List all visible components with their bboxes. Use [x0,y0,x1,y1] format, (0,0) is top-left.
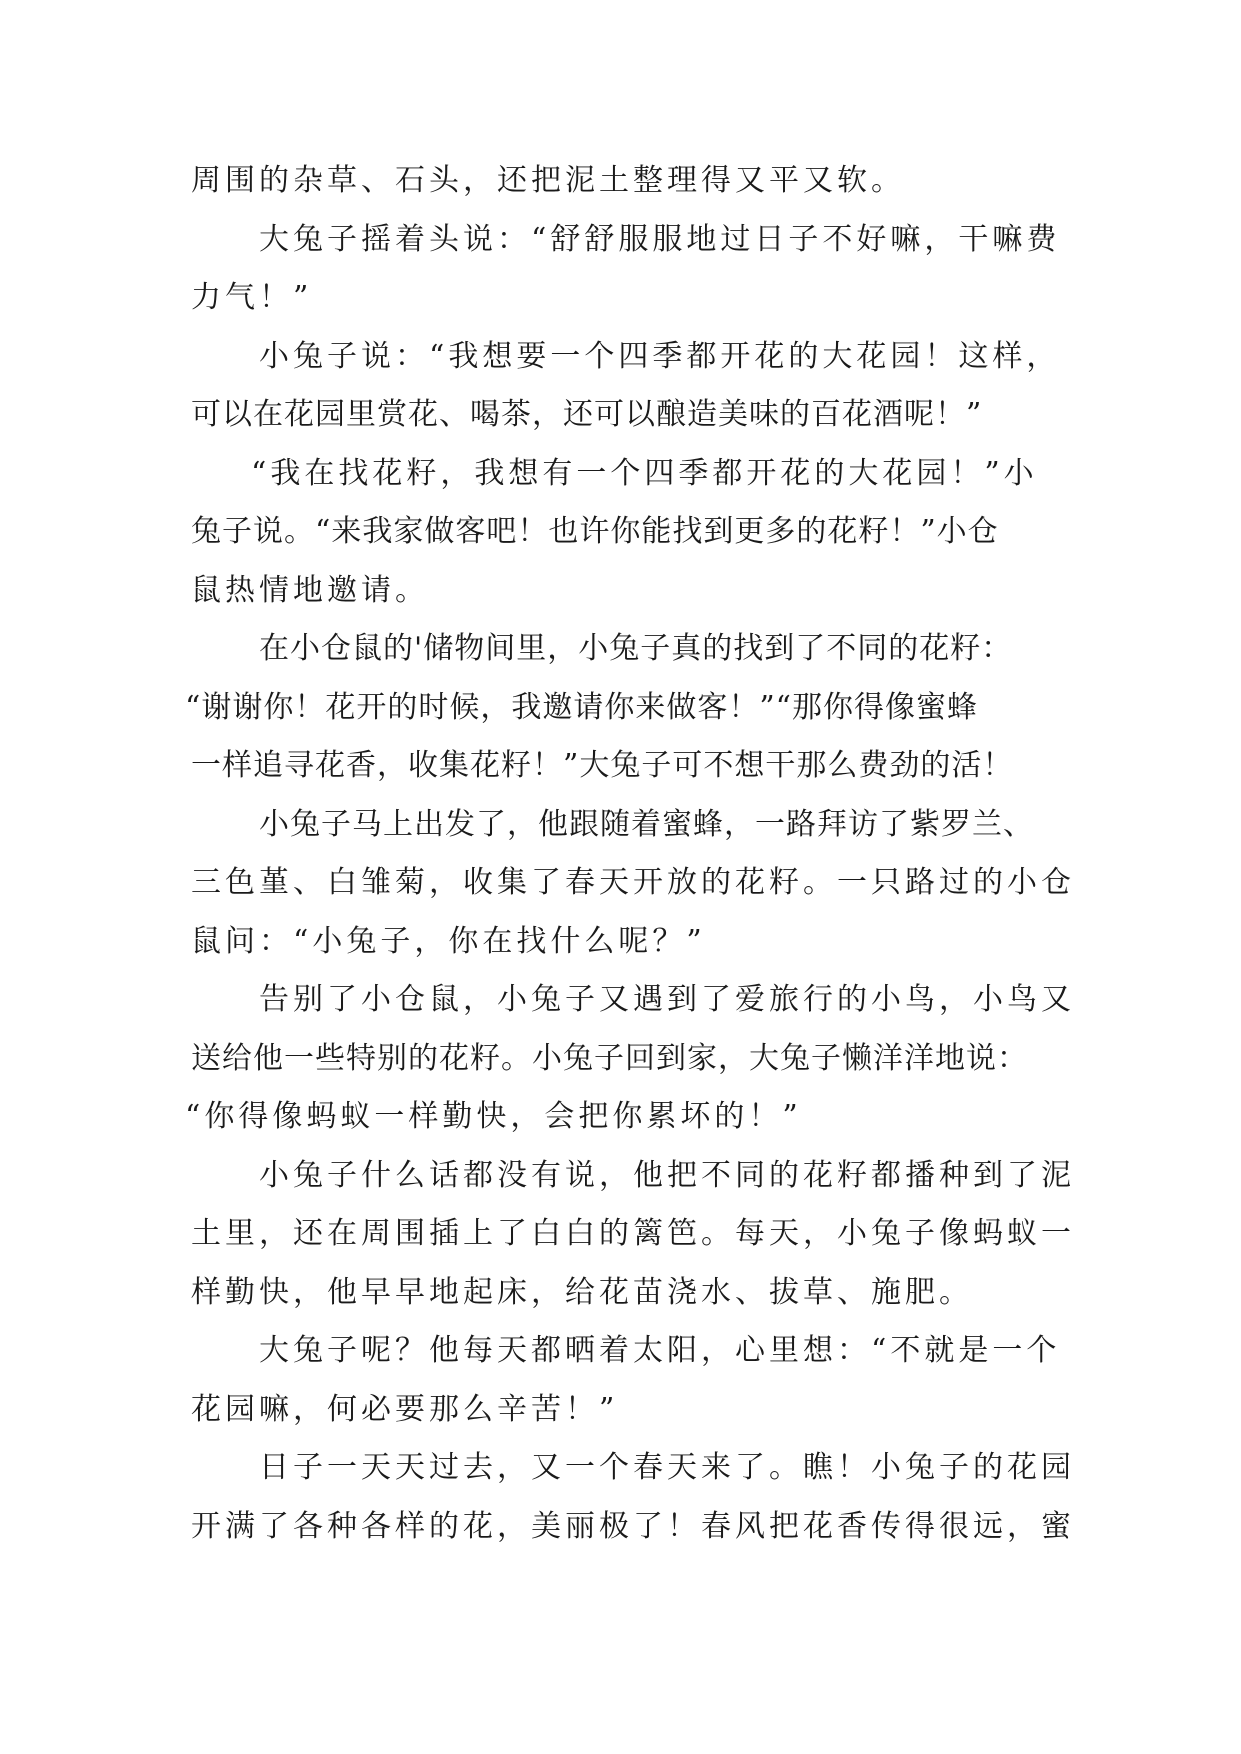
text-line: 送给他一些特别的花籽。小兔子回到家，大兔子懒洋洋地说： [191,1040,1028,1076]
text-line: “谢谢你！花开的时候，我邀请你来做客！”“那你得像蜜蜂 [185,689,979,725]
story-text [185,162,1091,1566]
text-line: 开满了各种各样的花，美丽极了！春风把花香传得很远，蜜 [191,1508,1075,1544]
text-line: 日子一天天过去，又一个春天来了。瞧！小兔子的花园 [259,1450,1075,1485]
text-line: 一样追寻花香，收集花籽！”大兔子可不想干那么费劲的活！ [191,748,1014,783]
text-line: 可以在花园里赏花、喝茶，还可以酿造美味的百花酒呢！” [191,397,983,432]
text-line: 大兔子呢？他每天都晒着太阳，心里想：“不就是一个 [259,1333,1061,1368]
text-line: 力气！” [191,280,313,315]
text-line: 兔子说。“来我家做客吧！也许你能找到更多的花籽！”小仓 [191,514,999,549]
text-line: 土里，还在周围插上了白白的篱笆。每天，小兔子像蚂蚁一 [191,1216,1075,1251]
text-line: 小兔子马上出发了，他跟随着蜜蜂，一路拜访了紫罗兰、 [259,806,1034,842]
text-line: 小兔子什么话都没有说，他把不同的花籽都播种到了泥 [259,1157,1075,1193]
text-line: 花园嘛，何必要那么辛苦！” [191,1391,619,1427]
text-line: 周围的杂草、石头，还把泥土整理得又平又软。 [191,163,905,198]
text-line: 鼠热情地邀请。 [191,572,429,608]
text-line: 大兔子摇着头说：“舒舒服服地过日子不好嘛，干嘛费 [259,221,1061,257]
text-line: “你得像蚂蚁一样勤快，会把你累坏的！” [185,1099,802,1134]
text-line: “我在找花籽，我想有一个四季都开花的大花园！”小 [251,455,1038,491]
text-line: 三色堇、白雏菊，收集了春天开放的花籽。一只路过的小仓 [191,865,1075,900]
text-line: 样勤快，他早早地起床，给花苗浇水、拔草、施肥。 [191,1274,973,1310]
text-line: 小兔子说：“我想要一个四季都开花的大花园！这样， [259,338,1061,374]
text-line: 告别了小仓鼠，小兔子又遇到了爱旅行的小鸟，小鸟又 [259,982,1075,1017]
text-line: 在小仓鼠的'储物间里，小兔子真的找到了不同的花籽： [259,631,1013,666]
text-line: 鼠问：“小兔子，你在找什么呢？” [191,923,706,959]
